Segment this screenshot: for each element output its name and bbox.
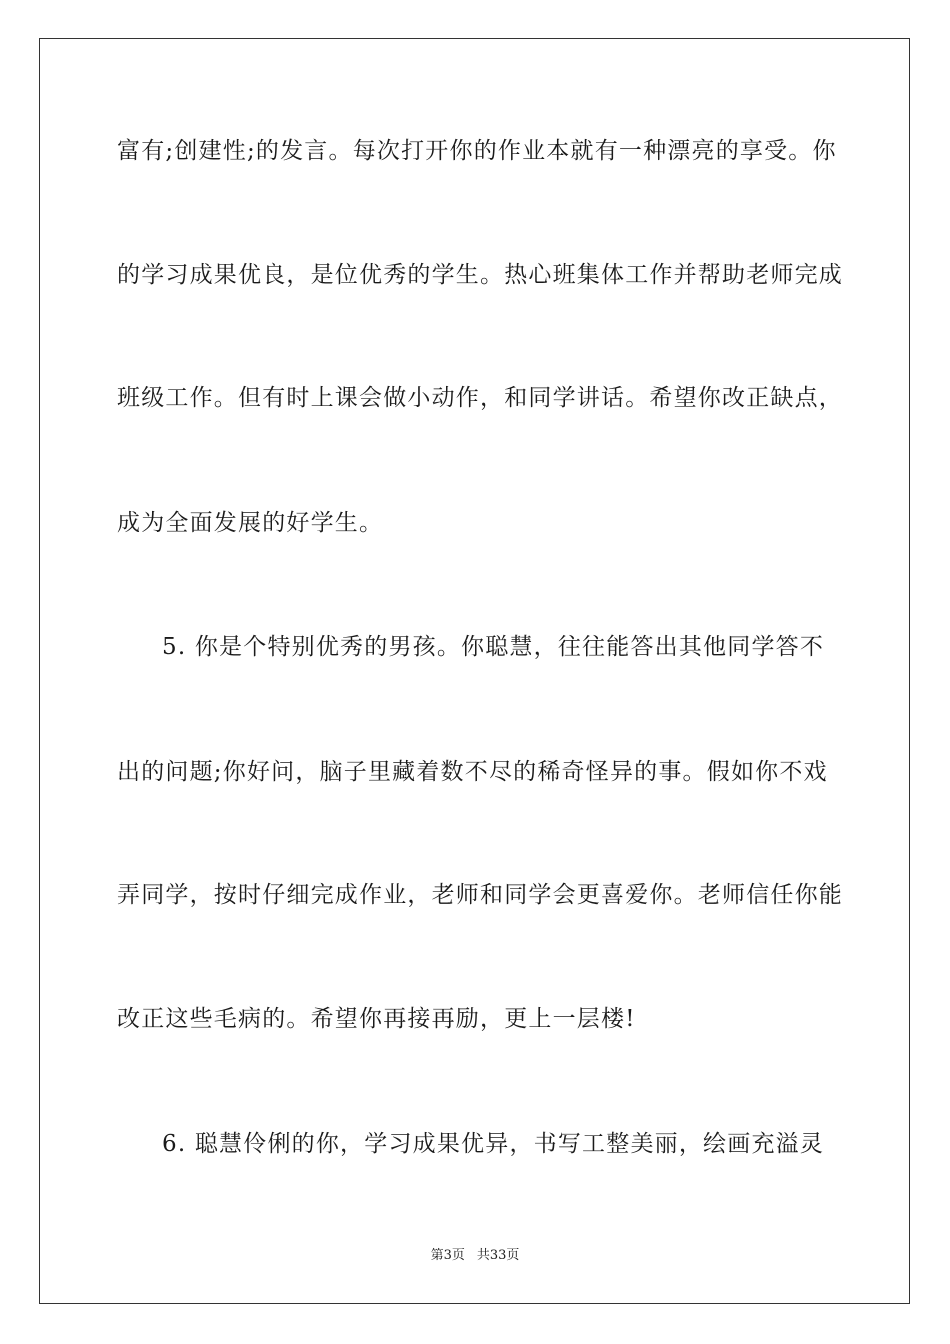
page-border [39, 38, 910, 1304]
text-line-1: 富有;创建性;的发言。每次打开你的作业本就有一种漂亮的享受。你 [117, 138, 837, 164]
text-line-6: 出的问题;你好问，脑子里藏着数不尽的稀奇怪异的事。假如你不戏 [117, 759, 828, 785]
page-footer [0, 1247, 950, 1265]
text-line-5: 5. 你是个特别优秀的男孩。你聪慧，往往能答出其他同学答不 [162, 634, 825, 660]
page-total: 共33页 [476, 1248, 520, 1263]
page-number: 第3页 [430, 1248, 465, 1263]
text-line-2: 的学习成果优良，是位优秀的学生。热心班集体工作并帮助老师完成 [117, 262, 843, 288]
text-line-4: 成为全面发展的好学生。 [117, 510, 384, 536]
text-line-8: 改正这些毛病的。希望你再接再励，更上一层楼! [117, 1006, 636, 1032]
text-line-3: 班级工作。但有时上课会做小动作，和同学讲话。希望你改正缺点， [117, 385, 843, 411]
text-line-9: 6. 聪慧伶俐的你，学习成果优异，书写工整美丽，绘画充溢灵 [162, 1131, 825, 1157]
text-line-7: 弄同学，按时仔细完成作业，老师和同学会更喜爱你。老师信任你能 [117, 882, 843, 908]
